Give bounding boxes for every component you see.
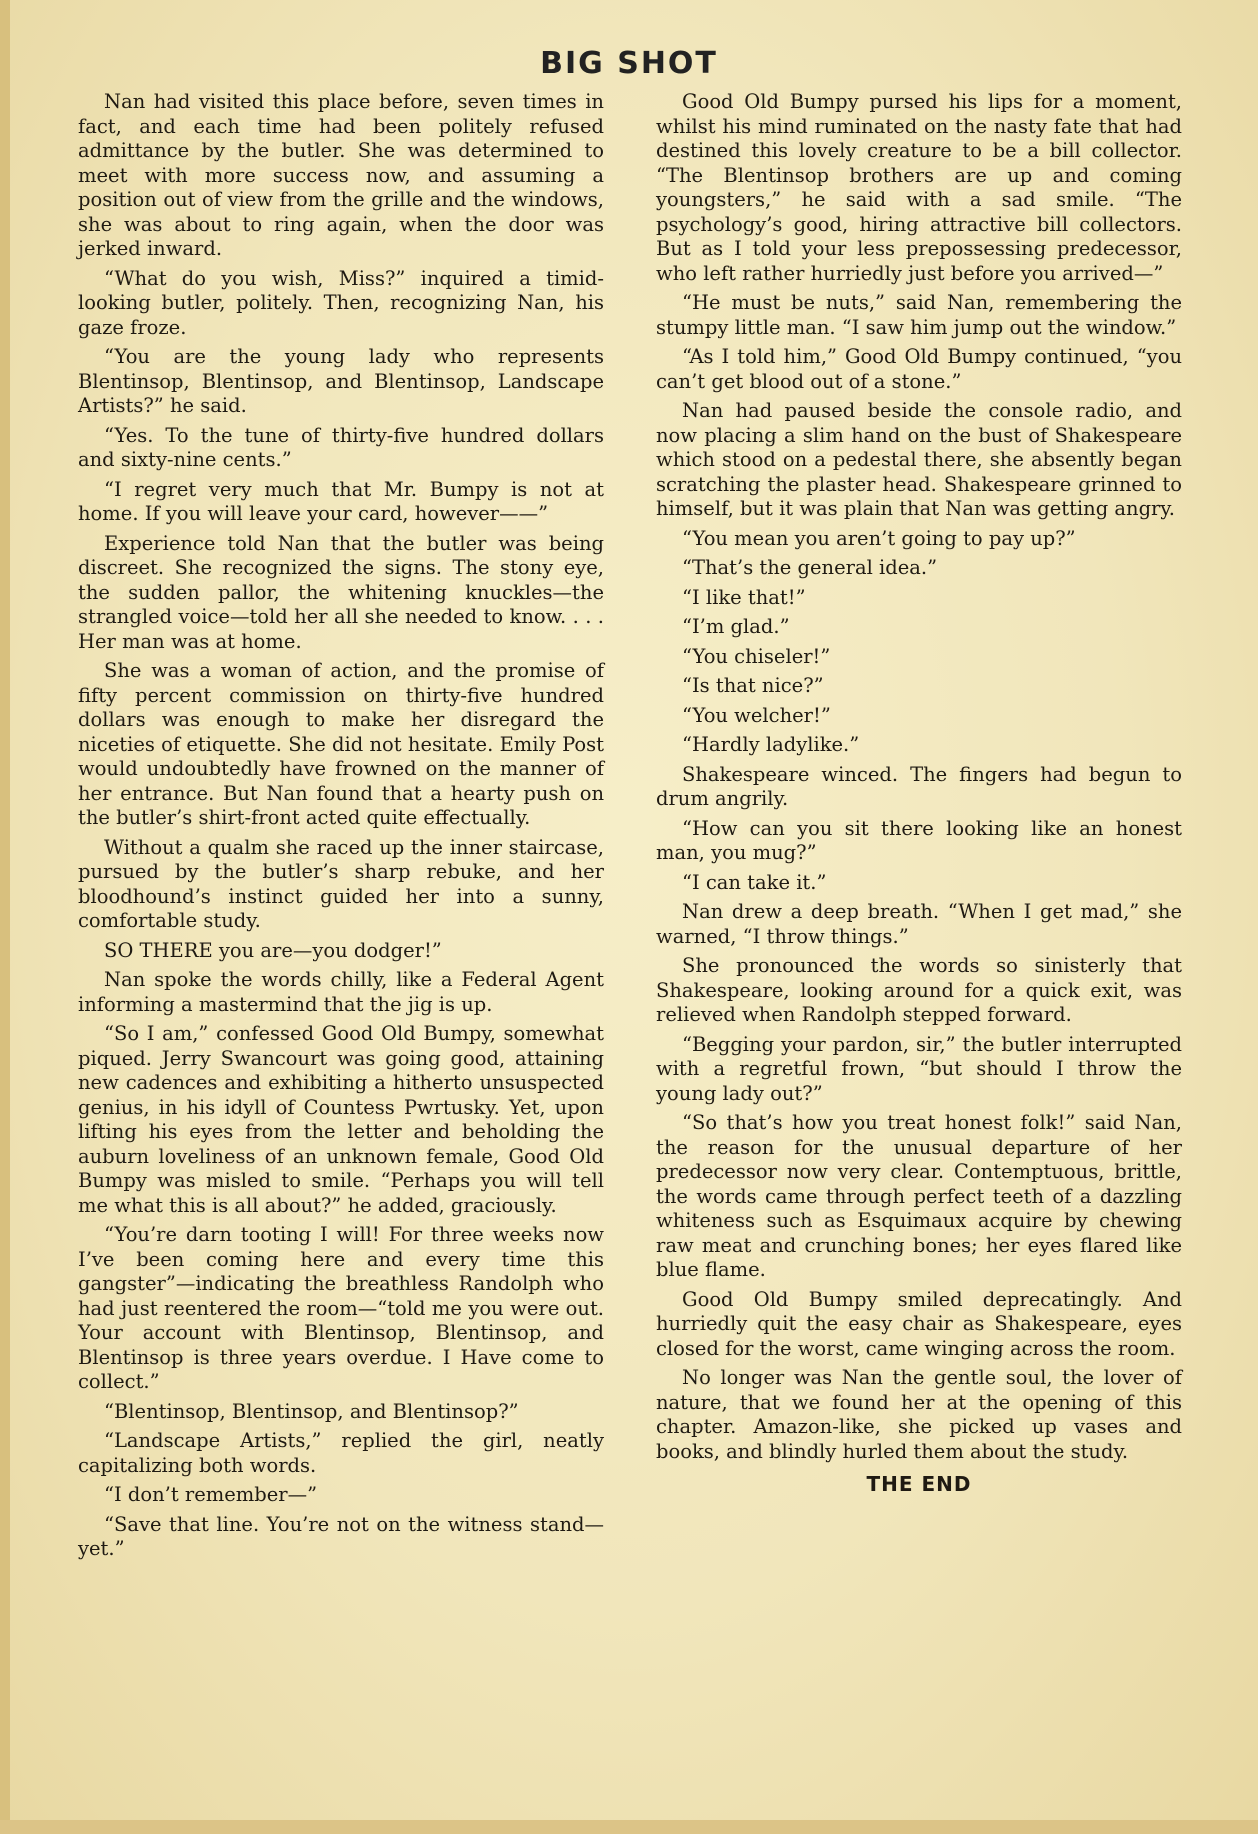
paragraph: Good Old Bumpy smiled deprecatingly. And hurriedly quit the easy chair as Shakespeare, eyes closed for the worst, came winging across the room. [656,1287,1182,1360]
paragraph: Experience told Nan that the butler was being discreet. She recognized the signs. The stony eye, the sudden pallor, the whitening knuckles—the strangled voice—told her all she needed to know. . . . Her man was at home. [78,531,604,653]
paragraph: SO THERE you are—you dodger!” [104,938,442,962]
paragraph: “Begging your pardon, sir,” the butler interrupted with a regretful frown, “but should I throw the young lady out?” [656,1032,1182,1105]
paragraph: She pronounced the words so sinisterly that Shakespeare, looking around for a quick exit, was relieved when Randolph stepped forward. [656,954,1182,1026]
paragraph: “So I am,” confessed Good Old Bumpy, somewhat piqued. Jerry Swancourt was going good, attaining new cadences and exhibiting a hitherto unsuspected genius, in his idyll of Countess Pwrtusky. Yet, upon lifting his eyes from the letter and beholding the auburn loveliness of an unknown female, Good Old Bumpy was misled to smile. “Perhaps you will tell me what this is all about?” he added, graciously. [78,1022,604,1217]
paragraph: “I don’t remember—” [104,1483,318,1506]
paragraph: “I like that!” [682,585,806,609]
paragraph: Nan spoke the words chilly, like a Federal Agent informing a mastermind that the jig is up. [78,968,604,1016]
paragraph: Good Old Bumpy pursed his lips for a moment, whilst his mind ruminated on the nasty fate that had destined this lovely creature to be a bill collector. “The Blentinsop brothers are up and coming youngsters,” he said with a sad smile. “The psychology’s good, hiring attractive bill collectors. But as I told your less prepossessing predecessor, who left rather hurriedly just before you arrived—” [656,90,1182,285]
paragraph: She was a woman of action, and the promise of fifty percent commission on thirty-five hundred dollars was enough to make her disregard the niceties of etiquette. She did not hesitate. Emily Post would undoubtedly have frowned on the manner of her entrance. But Nan found that a hearty push on the butler’s shirt-front acted quite effectually. [78,659,604,829]
paragraph: “Hardly ladylike.” [682,733,860,756]
paragraph: “What do you wish, Miss?” inquired a timid-looking butler, politely. Then, recognizing Nan, his gaze froze. [78,266,604,339]
paragraph: “You are the young lady who represents Blentinsop, Blentinsop, and Blentinsop, Landscape Artists?” he said. [78,345,604,417]
paragraph: Nan drew a deep breath. “When I get mad,” she warned, “I throw things.” [656,900,1182,948]
left-column [78,90,604,1567]
paragraph: “Landscape Artists,” replied the girl, neatly capitalizing both words. [78,1429,604,1477]
right-column [656,90,1182,1497]
paragraph: “You mean you aren’t going to pay up?” [682,526,1076,550]
paragraph: Shakespeare winced. The fingers had begun to drum angrily. [656,762,1182,810]
paragraph: “You chiseler!” [682,644,831,668]
paragraph: “Is that nice?” [682,674,824,697]
paragraph: “That’s the general idea.” [682,556,938,579]
paragraph: Without a qualm she raced up the inner staircase, pursued by the butler’s sharp rebuke, and her bloodhound’s instinct guided her into a sunny, comfortable study. [78,835,604,932]
page-title: BIG SHOT [540,46,718,81]
page-edge-bottom [0,1820,1258,1834]
paragraph: “Save that line. You’re not on the witness stand—yet.” [78,1512,604,1560]
paragraph: “How can you sit there looking like an honest man, you mug?” [656,816,1182,864]
paragraph: “Yes. To the tune of thirty-five hundred dollars and sixty-nine cents.” [78,423,604,471]
paragraph: “I can take it.” [682,870,827,894]
paragraph: Nan had paused beside the console radio, and now placing a slim hand on the bust of Shakespeare which stood on a pedestal there, she absently began scratching the plaster head. Shakespeare grinned to himself, but it was plain that Nan was getting angry. [656,399,1182,520]
paragraph: “I regret very much that Mr. Bumpy is not at home. If you will leave your card, however——” [78,477,604,525]
paragraph: “You’re darn tooting I will! For three weeks now I’ve been coming here and every time this gangster”—indicating the breathless Randolph who had just reentered the room—“told me you were out. Your account with Blentinsop, Blentinsop, and Blentinsop is three years overdue. I Have come to collect.” [78,1223,604,1393]
the-end-label: THE END [866,1472,972,1496]
paragraph: “You welcher!” [682,703,831,727]
paragraph: “I’m glad.” [682,615,790,638]
paragraph: “As I told him,” Good Old Bumpy continued, “you can’t get blood out of a stone.” [656,345,1182,393]
paragraph: No longer was Nan the gentle soul, the lover of nature, that we found her at the opening of this chapter. Amazon-like, she picked up vases and books, and blindly hurled them about the study. [656,1366,1182,1463]
page-edge-left [0,0,10,1834]
paragraph: Nan had visited this place before, seven times in fact, and each time had been politely refused admittance by the butler. She was determined to meet with more success now, and assuming a position out of view from the grille and the windows, she was about to ring again, when the door was jerked inward. [78,90,604,260]
paragraph: “He must be nuts,” said Nan, remembering the stumpy little man. “I saw him jump out the window.” [656,291,1182,339]
paragraph: “So that’s how you treat honest folk!” said Nan, the reason for the unusual departure of her predecessor now very clear. Contemptuous, brittle, the words came through perfect teeth of a dazzling whiteness such as Esquimaux acquire by chewing raw meat and crunching bones; her eyes flared like blue flame. [656,1111,1182,1281]
paragraph: “Blentinsop, Blentinsop, and Blentinsop?” [104,1399,519,1423]
